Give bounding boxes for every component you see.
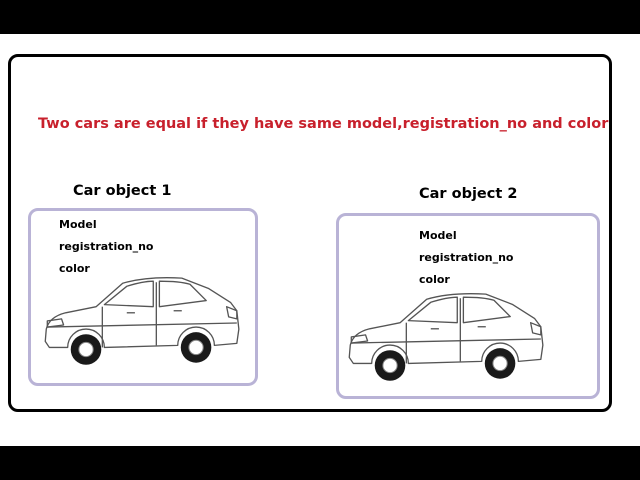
car-object-1-attr-registration: registration_no: [59, 240, 154, 253]
car-object-2-title: Car object 2: [419, 186, 518, 202]
car-object-2-attr-registration: registration_no: [419, 251, 514, 264]
car-object-2-attributes: [419, 225, 514, 291]
car-object-1-attr-model: Model: [59, 218, 97, 231]
sedan-car-icon: [36, 270, 242, 378]
car-object-1-attr-color: color: [59, 262, 90, 275]
car-object-2-attr-color: color: [419, 273, 450, 286]
headline-text: Two cars are equal if they have same model,registration_no and color: [38, 116, 609, 132]
sedan-car-icon: [340, 286, 546, 394]
car-object-2-attr-model: Model: [419, 229, 457, 242]
car-object-1-title: Car object 1: [73, 183, 172, 199]
